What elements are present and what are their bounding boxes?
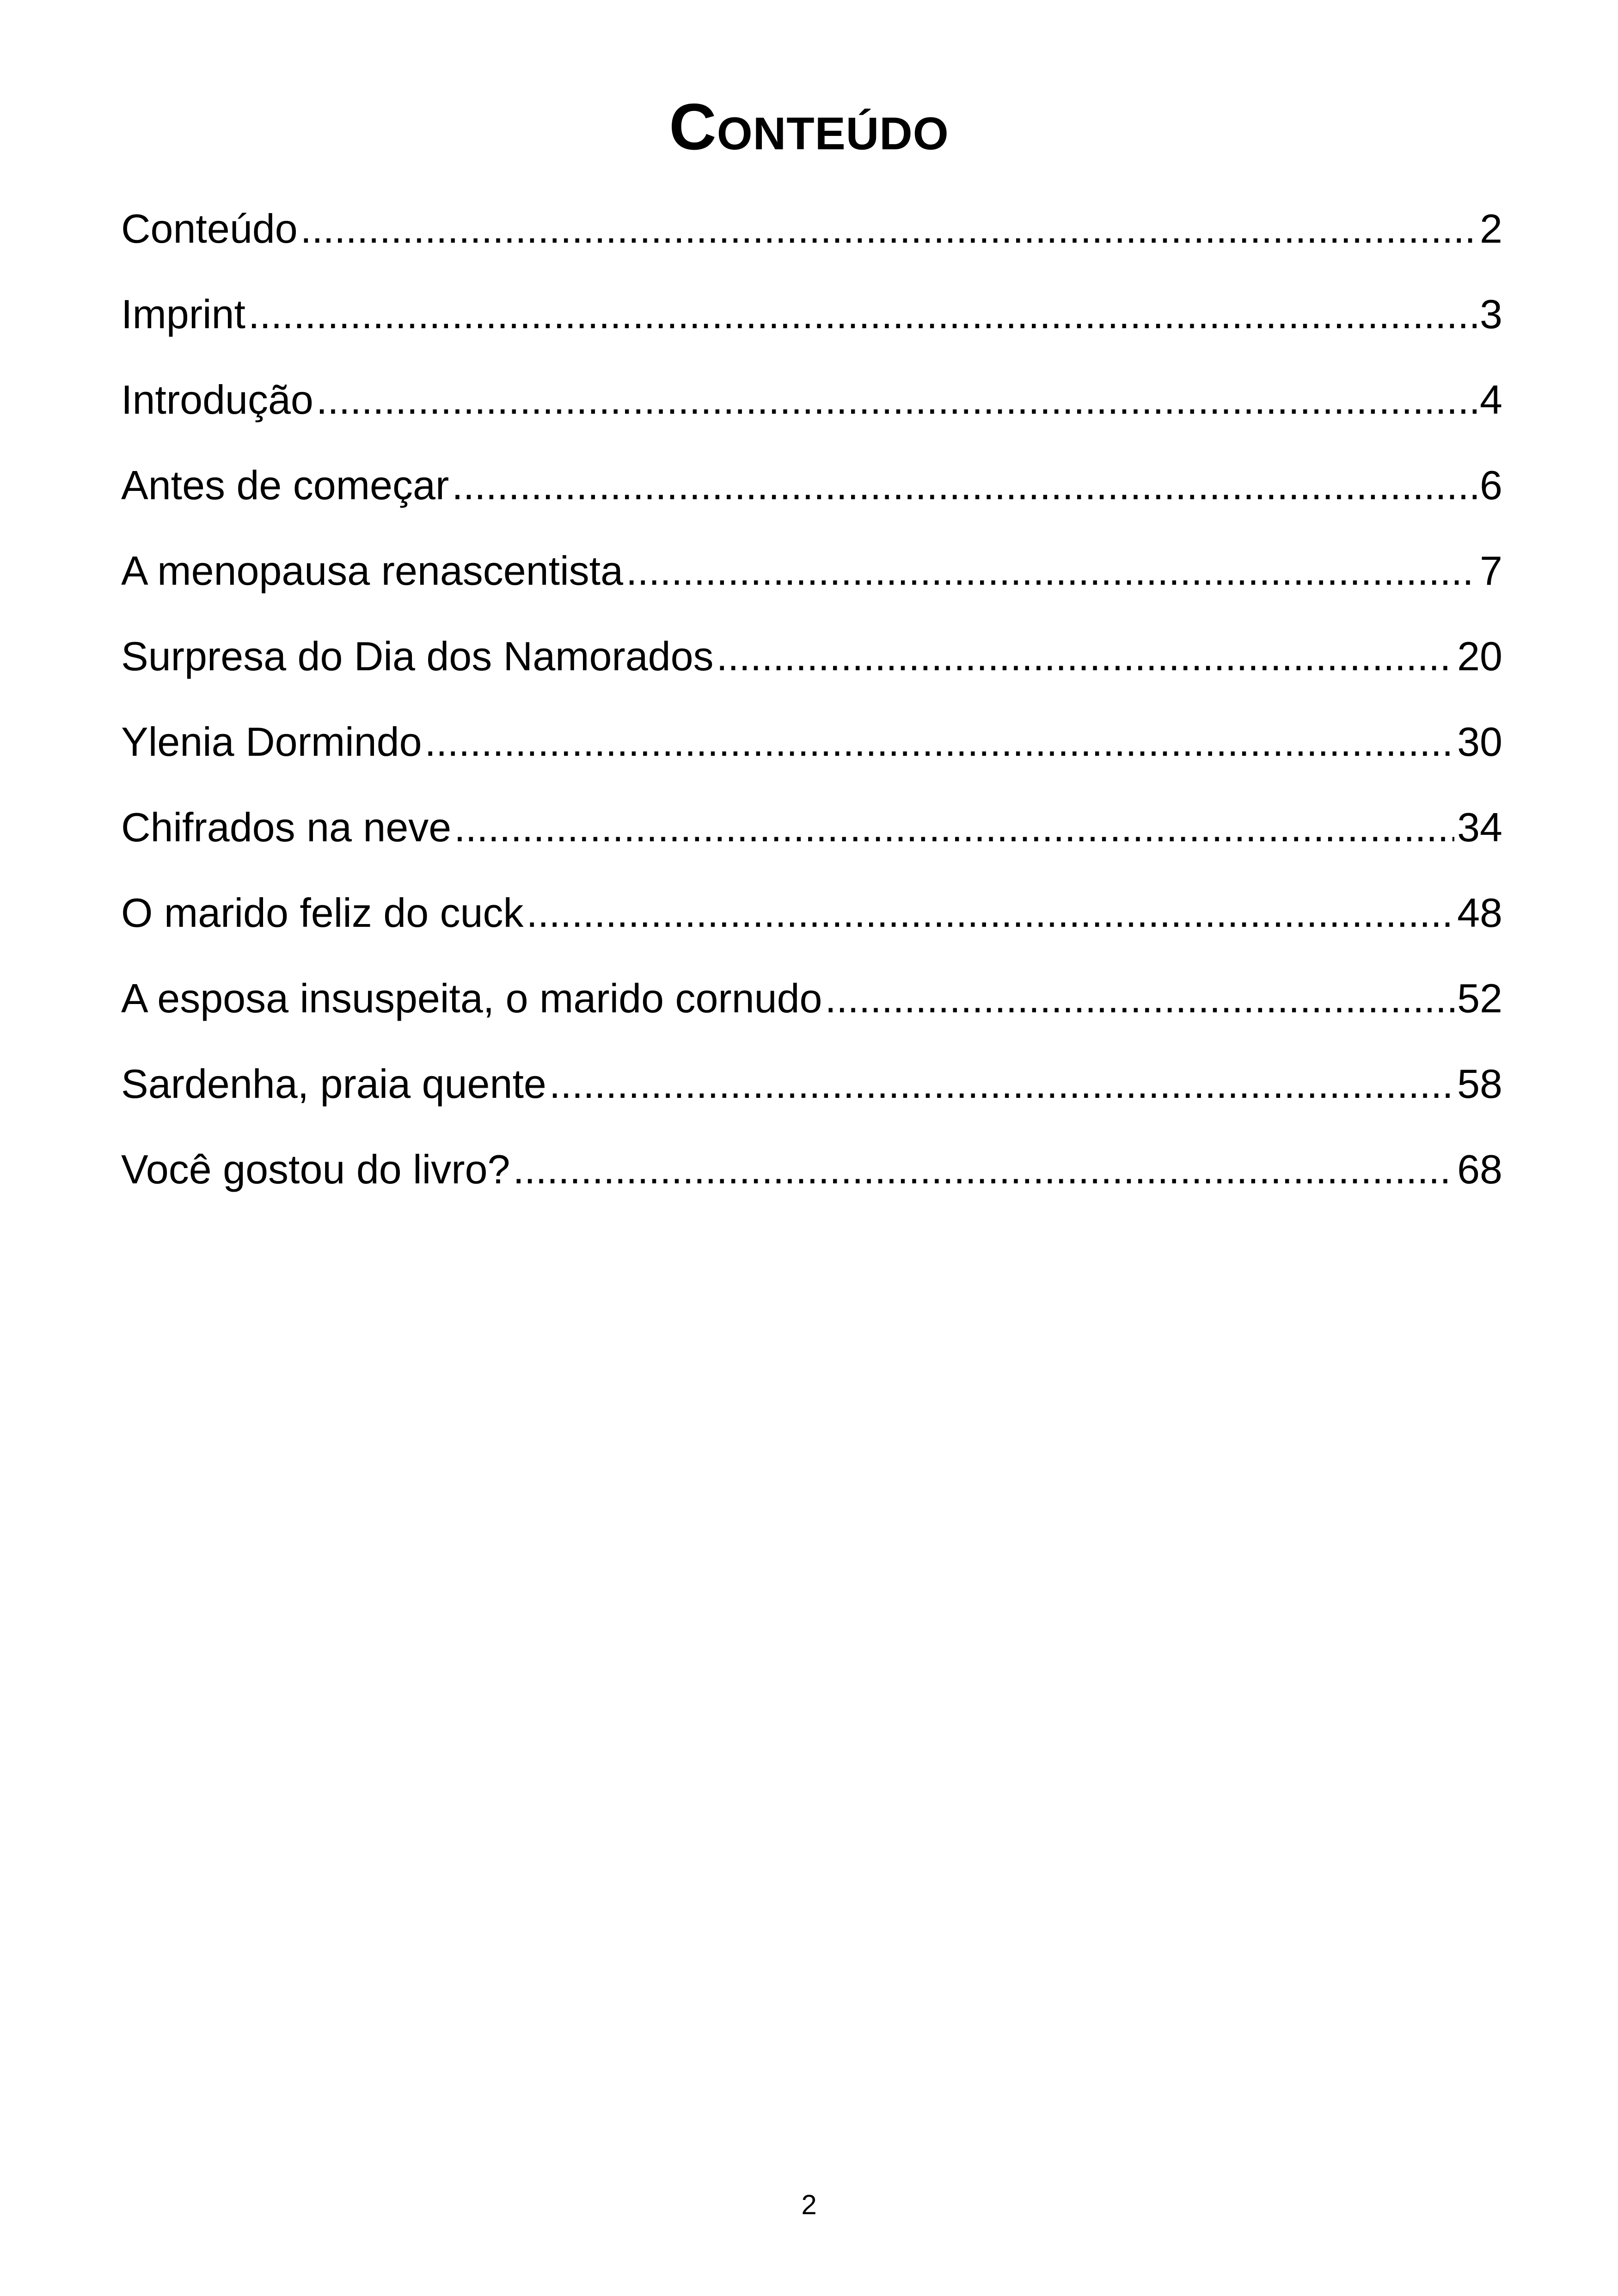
toc-entry-title[interactable]: A menopausa renascentista [121,548,624,594]
toc-entry-page: 48 [1457,890,1502,936]
dot-leader [300,199,1477,259]
toc-entry-page: 3 [1480,291,1502,337]
toc-entry-page: 30 [1457,719,1502,765]
toc-entry-title[interactable]: Antes de começar [121,462,449,508]
toc-entry[interactable] [121,883,1502,968]
toc-entry[interactable] [121,1054,1502,1139]
toc-entry[interactable] [121,712,1502,797]
toc-entry-title[interactable]: Você gostou do livro? [121,1146,510,1192]
dot-leader [549,1054,1454,1114]
toc-entry[interactable] [121,968,1502,1054]
toc-entry-page: 68 [1457,1146,1502,1192]
toc-entry-title[interactable]: Ylenia Dormindo [121,719,422,765]
dot-leader [316,370,1477,430]
dot-leader [513,1139,1454,1200]
dot-leader [626,541,1477,601]
dot-leader [454,797,1454,857]
table-of-contents [121,199,1502,1225]
toc-entry-page: 52 [1457,975,1502,1021]
toc-entry-title[interactable]: O marido feliz do cuck [121,890,524,936]
page-title: Conteúdo [669,90,949,164]
toc-entry-page: 7 [1480,548,1502,594]
toc-entry-page: 6 [1480,462,1502,508]
toc-entry[interactable] [121,1139,1502,1225]
toc-entry[interactable] [121,797,1502,883]
toc-entry[interactable] [121,284,1502,370]
dot-leader [825,968,1455,1029]
toc-entry-title[interactable]: Introdução [121,377,313,422]
toc-entry-page: 20 [1457,633,1502,679]
dot-leader [717,626,1455,686]
toc-entry-page: 2 [1480,206,1502,251]
toc-entry-title[interactable]: Surpresa do Dia dos Namorados [121,633,714,679]
toc-entry[interactable] [121,199,1502,284]
toc-entry-page: 4 [1480,377,1502,422]
dot-leader [248,284,1477,344]
toc-entry[interactable] [121,541,1502,626]
dot-leader [452,455,1477,515]
toc-entry-title[interactable]: Imprint [121,291,245,337]
toc-entry[interactable] [121,370,1502,455]
dot-leader [425,712,1455,772]
toc-entry-title[interactable]: Chifrados na neve [121,804,452,850]
toc-entry-title[interactable]: Sardenha, praia quente [121,1061,546,1107]
toc-entry-title[interactable]: Conteúdo [121,206,298,251]
dot-leader [527,883,1455,943]
toc-entry-title[interactable]: A esposa insuspeita, o marido cornudo [121,975,822,1021]
toc-entry[interactable] [121,626,1502,712]
page-number: 2 [801,2189,817,2220]
toc-entry-page: 58 [1457,1061,1502,1107]
toc-entry-page: 34 [1457,804,1502,850]
toc-entry[interactable] [121,455,1502,541]
